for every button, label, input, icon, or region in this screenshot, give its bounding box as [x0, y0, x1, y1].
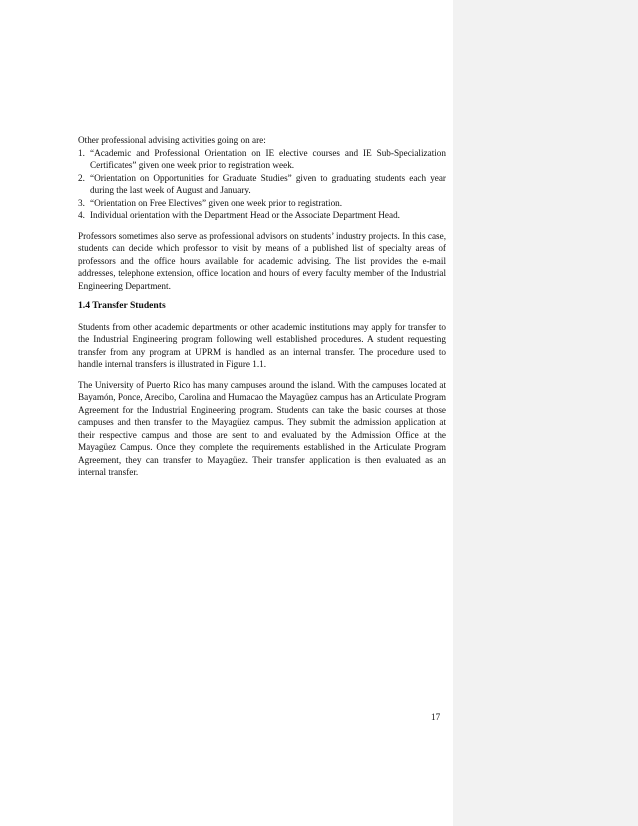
list-item-text: “Orientation on Opportunities for Graduate Studies” given to graduating students each year during the last week of August and January.	[90, 172, 446, 195]
list-item-text: “Academic and Professional Orientation on IE elective courses and IE Sub-Specialization Certificates” given one week prior to registration week.	[90, 147, 446, 170]
list-item	[78, 197, 446, 210]
comment-pane	[453, 0, 638, 826]
list-item-number: 1.	[78, 147, 85, 158]
list-item-number: 4.	[78, 210, 85, 220]
list-item	[78, 172, 446, 197]
advising-intro: Other professional advising activities going on are:	[78, 135, 266, 145]
section-heading: 1.4 Transfer Students	[78, 300, 166, 311]
advising-activities-list	[78, 147, 446, 222]
list-item	[78, 209, 446, 222]
transfer-paragraph-1: Students from other academic departments or other academic institutions may apply for transfer to the Industrial Engineering program following well established procedures. A student requesting transfer from any program at UPRM is handled as an internal transfer. The procedure used to handle internal transfers is illustrated in Figure 1.1.	[78, 321, 446, 369]
advisors-paragraph: Professors sometimes also serve as professional advisors on students’ industry projects. In this case, students can decide which professor to visit by means of a published list of specialty areas of professors and the office hours available for academic advising. The list provides the e-mail addresses, telephone extension, office location and hours of every faculty member of the Industrial Engineering Department.	[78, 230, 446, 291]
transfer-paragraph-2: The University of Puerto Rico has many campuses around the island. With the campuses located at Bayamón, Ponce, Arecibo, Carolina and Humacao the Mayagüez campus has an Articulate Program Agreement for the Industrial Engineering program. Students can take the basic courses at those campuses and then transfer to the Mayagüez campus. They submit the admission application at their respective campus and those are sent to and evaluated by the Admission Office at the Mayagüez Campus. Once they complete the requirements established in the Articulate Program Agreement, they can transfer to Mayagüez. Their transfer application is then evaluated as an internal transfer.	[78, 379, 446, 477]
page-body	[78, 134, 446, 479]
list-item-number: 3.	[78, 197, 85, 208]
list-item-number: 2.	[78, 172, 85, 183]
list-item	[78, 147, 446, 172]
list-item-text: Individual orientation with the Department Head or the Associate Department Head.	[90, 210, 400, 220]
page-number: 17	[431, 712, 441, 722]
list-item-text: “Orientation on Free Electives” given one week prior to registration.	[90, 197, 343, 208]
